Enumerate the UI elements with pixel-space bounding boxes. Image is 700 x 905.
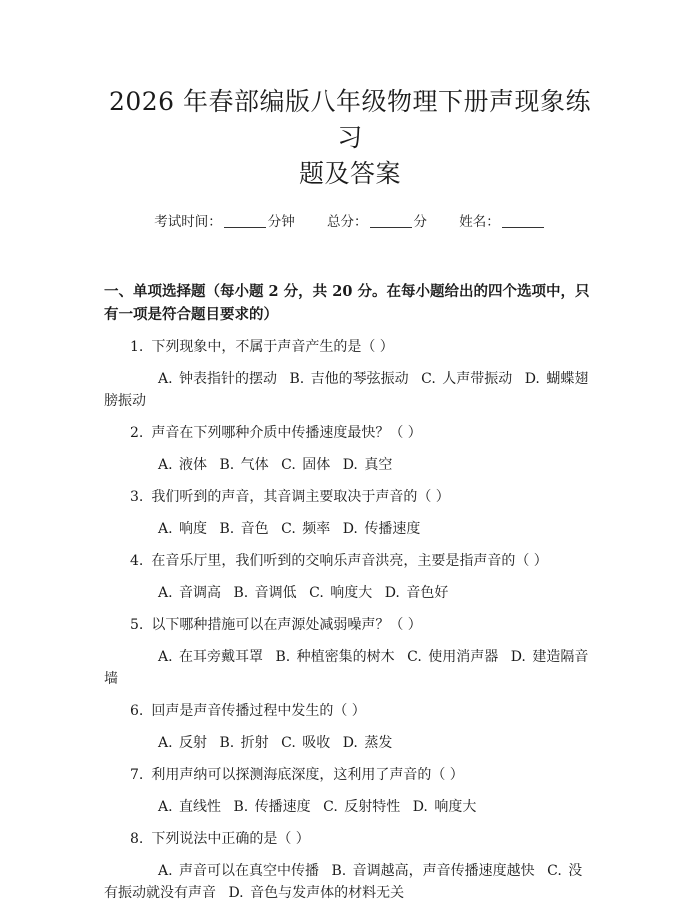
question-3-options — [104, 518, 596, 540]
option-c: C. 吸收 — [281, 735, 331, 751]
option-b: B. 音色 — [219, 521, 269, 537]
question-text: 我们听到的声音，其音调主要取决于声音的（ ） — [151, 489, 450, 505]
question-list — [104, 336, 596, 904]
question-2 — [104, 422, 596, 444]
exam-time-blank — [224, 213, 266, 228]
option-a: A. 液体 — [158, 457, 208, 473]
question-5-options — [104, 646, 596, 690]
student-name-blank — [502, 213, 544, 228]
question-number: 6. — [130, 703, 144, 719]
question-number: 3. — [130, 489, 144, 505]
option-a: A. 钟表指针的摆动 — [158, 371, 278, 387]
option-c: C. 使用消声器 — [407, 649, 499, 665]
question-text: 以下哪种措施可以在声源处减弱噪声？（ ） — [151, 617, 422, 633]
question-5 — [104, 614, 596, 636]
option-b: B. 吉他的琴弦振动 — [289, 371, 409, 387]
option-d: D. 蒸发 — [342, 735, 393, 751]
question-1-options — [104, 368, 596, 412]
exam-time-unit: 分钟 — [267, 214, 295, 230]
option-c: C. 响度大 — [309, 585, 373, 601]
question-number: 7. — [130, 767, 144, 783]
question-number: 4. — [130, 553, 144, 569]
question-4 — [104, 550, 596, 572]
option-a: A. 反射 — [158, 735, 208, 751]
question-text: 下列说法中正确的是（ ） — [151, 831, 310, 847]
total-score-label: 总分： — [327, 214, 368, 230]
title-line-2: 题及答案 — [298, 159, 401, 188]
question-8-options — [104, 860, 596, 904]
option-a: A. 声音可以在真空中传播 — [158, 863, 320, 879]
option-d: D. 建造隔音墙 — [104, 649, 589, 687]
option-b: B. 气体 — [219, 457, 269, 473]
option-c: C. 频率 — [281, 521, 331, 537]
exam-info — [104, 212, 596, 232]
question-number: 5. — [130, 617, 144, 633]
option-c: C. 没有振动就没有声音 — [104, 863, 583, 901]
option-b: B. 音调低 — [233, 585, 297, 601]
question-6 — [104, 700, 596, 722]
student-name-field — [459, 214, 546, 230]
question-2-options — [104, 454, 596, 476]
section-title: 一、单项选择题（每小题 2 分，共 20 分。在每小题给出的四个选项中，只有一项是符合题目要求的） — [104, 283, 590, 323]
option-d: D. 传播速度 — [342, 521, 421, 537]
option-a: A. 在耳旁戴耳罩 — [158, 649, 264, 665]
question-text: 声音在下列哪种介质中传播速度最快？（ ） — [151, 425, 422, 441]
question-text: 回声是声音传播过程中发生的（ ） — [151, 703, 366, 719]
title-line-1: 2026 年春部编版八年级物理下册声现象练习 — [108, 87, 592, 152]
option-a: A. 响度 — [158, 521, 208, 537]
student-name-label: 姓名： — [459, 214, 500, 230]
total-score-blank — [370, 213, 412, 228]
exam-time-field — [154, 214, 295, 230]
page-title — [104, 84, 596, 192]
question-7 — [104, 764, 596, 786]
option-b: B. 传播速度 — [233, 799, 311, 815]
exam-time-label: 考试时间： — [154, 214, 222, 230]
question-number: 2. — [130, 425, 144, 441]
option-d: D. 真空 — [342, 457, 393, 473]
question-6-options — [104, 732, 596, 754]
option-d: D. 蝴蝶翅膀振动 — [104, 371, 589, 409]
question-3 — [104, 486, 596, 508]
option-c: C. 反射特性 — [323, 799, 401, 815]
question-text: 在音乐厅里，我们听到的交响乐声音洪亮，主要是指声音的（ ） — [151, 553, 548, 569]
question-1 — [104, 336, 596, 358]
total-score-unit: 分 — [413, 214, 427, 230]
option-b: B. 折射 — [219, 735, 269, 751]
option-b: B. 音调越高，声音传播速度越快 — [331, 863, 535, 879]
option-a: A. 直线性 — [158, 799, 222, 815]
option-d: D. 响度大 — [412, 799, 477, 815]
option-a: A. 音调高 — [158, 585, 222, 601]
question-8 — [104, 828, 596, 850]
total-score-field — [327, 214, 427, 230]
option-b: B. 种植密集的树木 — [275, 649, 395, 665]
question-number: 8. — [130, 831, 144, 847]
question-4-options — [104, 582, 596, 604]
question-7-options — [104, 796, 596, 818]
option-c: C. 人声带振动 — [421, 371, 513, 387]
option-c: C. 固体 — [281, 457, 331, 473]
option-d: D. 音色好 — [384, 585, 449, 601]
question-number: 1. — [130, 339, 144, 355]
question-text: 利用声纳可以探测海底深度，这利用了声音的（ ） — [151, 767, 464, 783]
question-text: 下列现象中，不属于声音产生的是（ ） — [151, 339, 394, 355]
option-d: D. 音色与发声体的材料无关 — [228, 885, 405, 901]
